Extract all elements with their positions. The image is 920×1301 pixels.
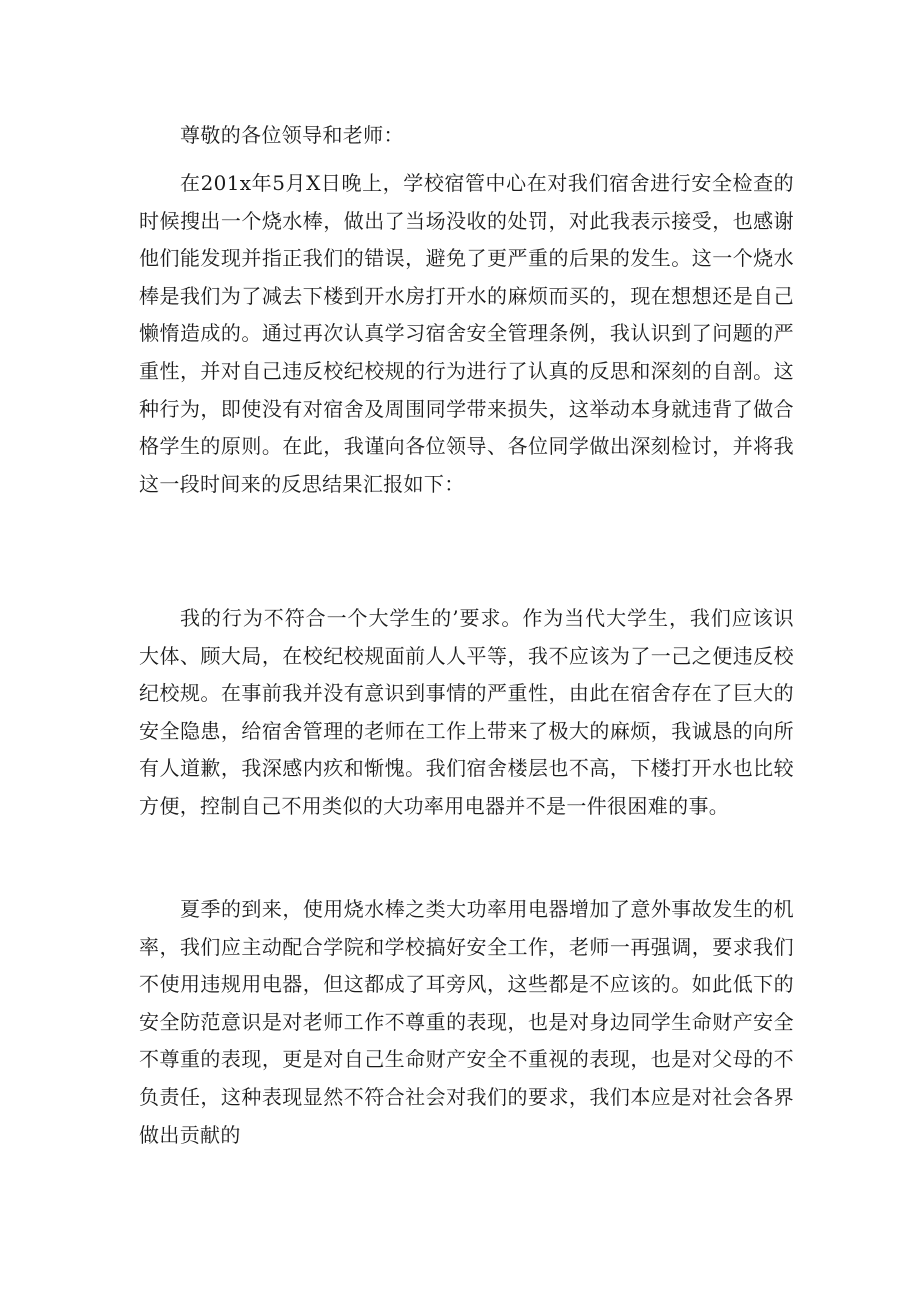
paragraph-2-block [139, 600, 794, 826]
salutation: 尊敬的各位领导和老师： [180, 123, 404, 147]
salutation-block [139, 117, 794, 155]
paragraph-3-block [139, 891, 794, 1154]
paragraph-1: 在201x年5月X日晚上，学校宿管中心在对我们宿舍进行安全检查的时候搜出一个烧水棒，做出了当场没收的处罚，对此我表示接受，也感谢他们能发现并指正我们的错误，避免了更严重的后果的发生。这一个烧水棒是我们为了减去下楼到开水房打开水的麻烦而买的，现在想想还是自己懒惰造成的。通过再次认真学习宿舍安全管理条例，我认识到了问题的严重性，并对自己违反校纪校规的行为进行了认真的反思和深刻的自剖。这种行为，即使没有对宿舍及周围同学带来损失，这举动本身就违背了做合格学生的原则。在此，我谨向各位领导、各位同学做出深刻检讨，并将我这一段时间来的反思结果汇报如下： [139, 171, 794, 496]
paragraph-1-block [139, 165, 794, 503]
paragraph-2: 我的行为不符合一个大学生的’要求。作为当代大学生，我们应该识大体、顾大局，在校纪校规面前人人平等，我不应该为了一己之便违反校纪校规。在事前我并没有意识到事情的严重性，由此在宿舍存在了巨大的安全隐患，给宿舍管理的老师在工作上带来了极大的麻烦，我诚恳的向所有人道歉，我深感内疚和惭愧。我们宿舍楼层也不高，下楼打开水也比较方便，控制自己不用类似的大功率用电器并不是一件很困难的事。 [139, 606, 794, 818]
paragraph-3: 夏季的到来，使用烧水棒之类大功率用电器增加了意外事故发生的机率，我们应主动配合学院和学校搞好安全工作，老师一再强调，要求我们不使用违规用电器，但这都成了耳旁风，这些都是不应该的。如此低下的安全防范意识是对老师工作不尊重的表现，也是对身边同学生命财产安全不尊重的表现，更是对自己生命财产安全不重视的表现，也是对父母的不负责任，这种表现显然不符合社会对我们的要求，我们本应是对社会各界做出贡献的 [139, 897, 794, 1147]
